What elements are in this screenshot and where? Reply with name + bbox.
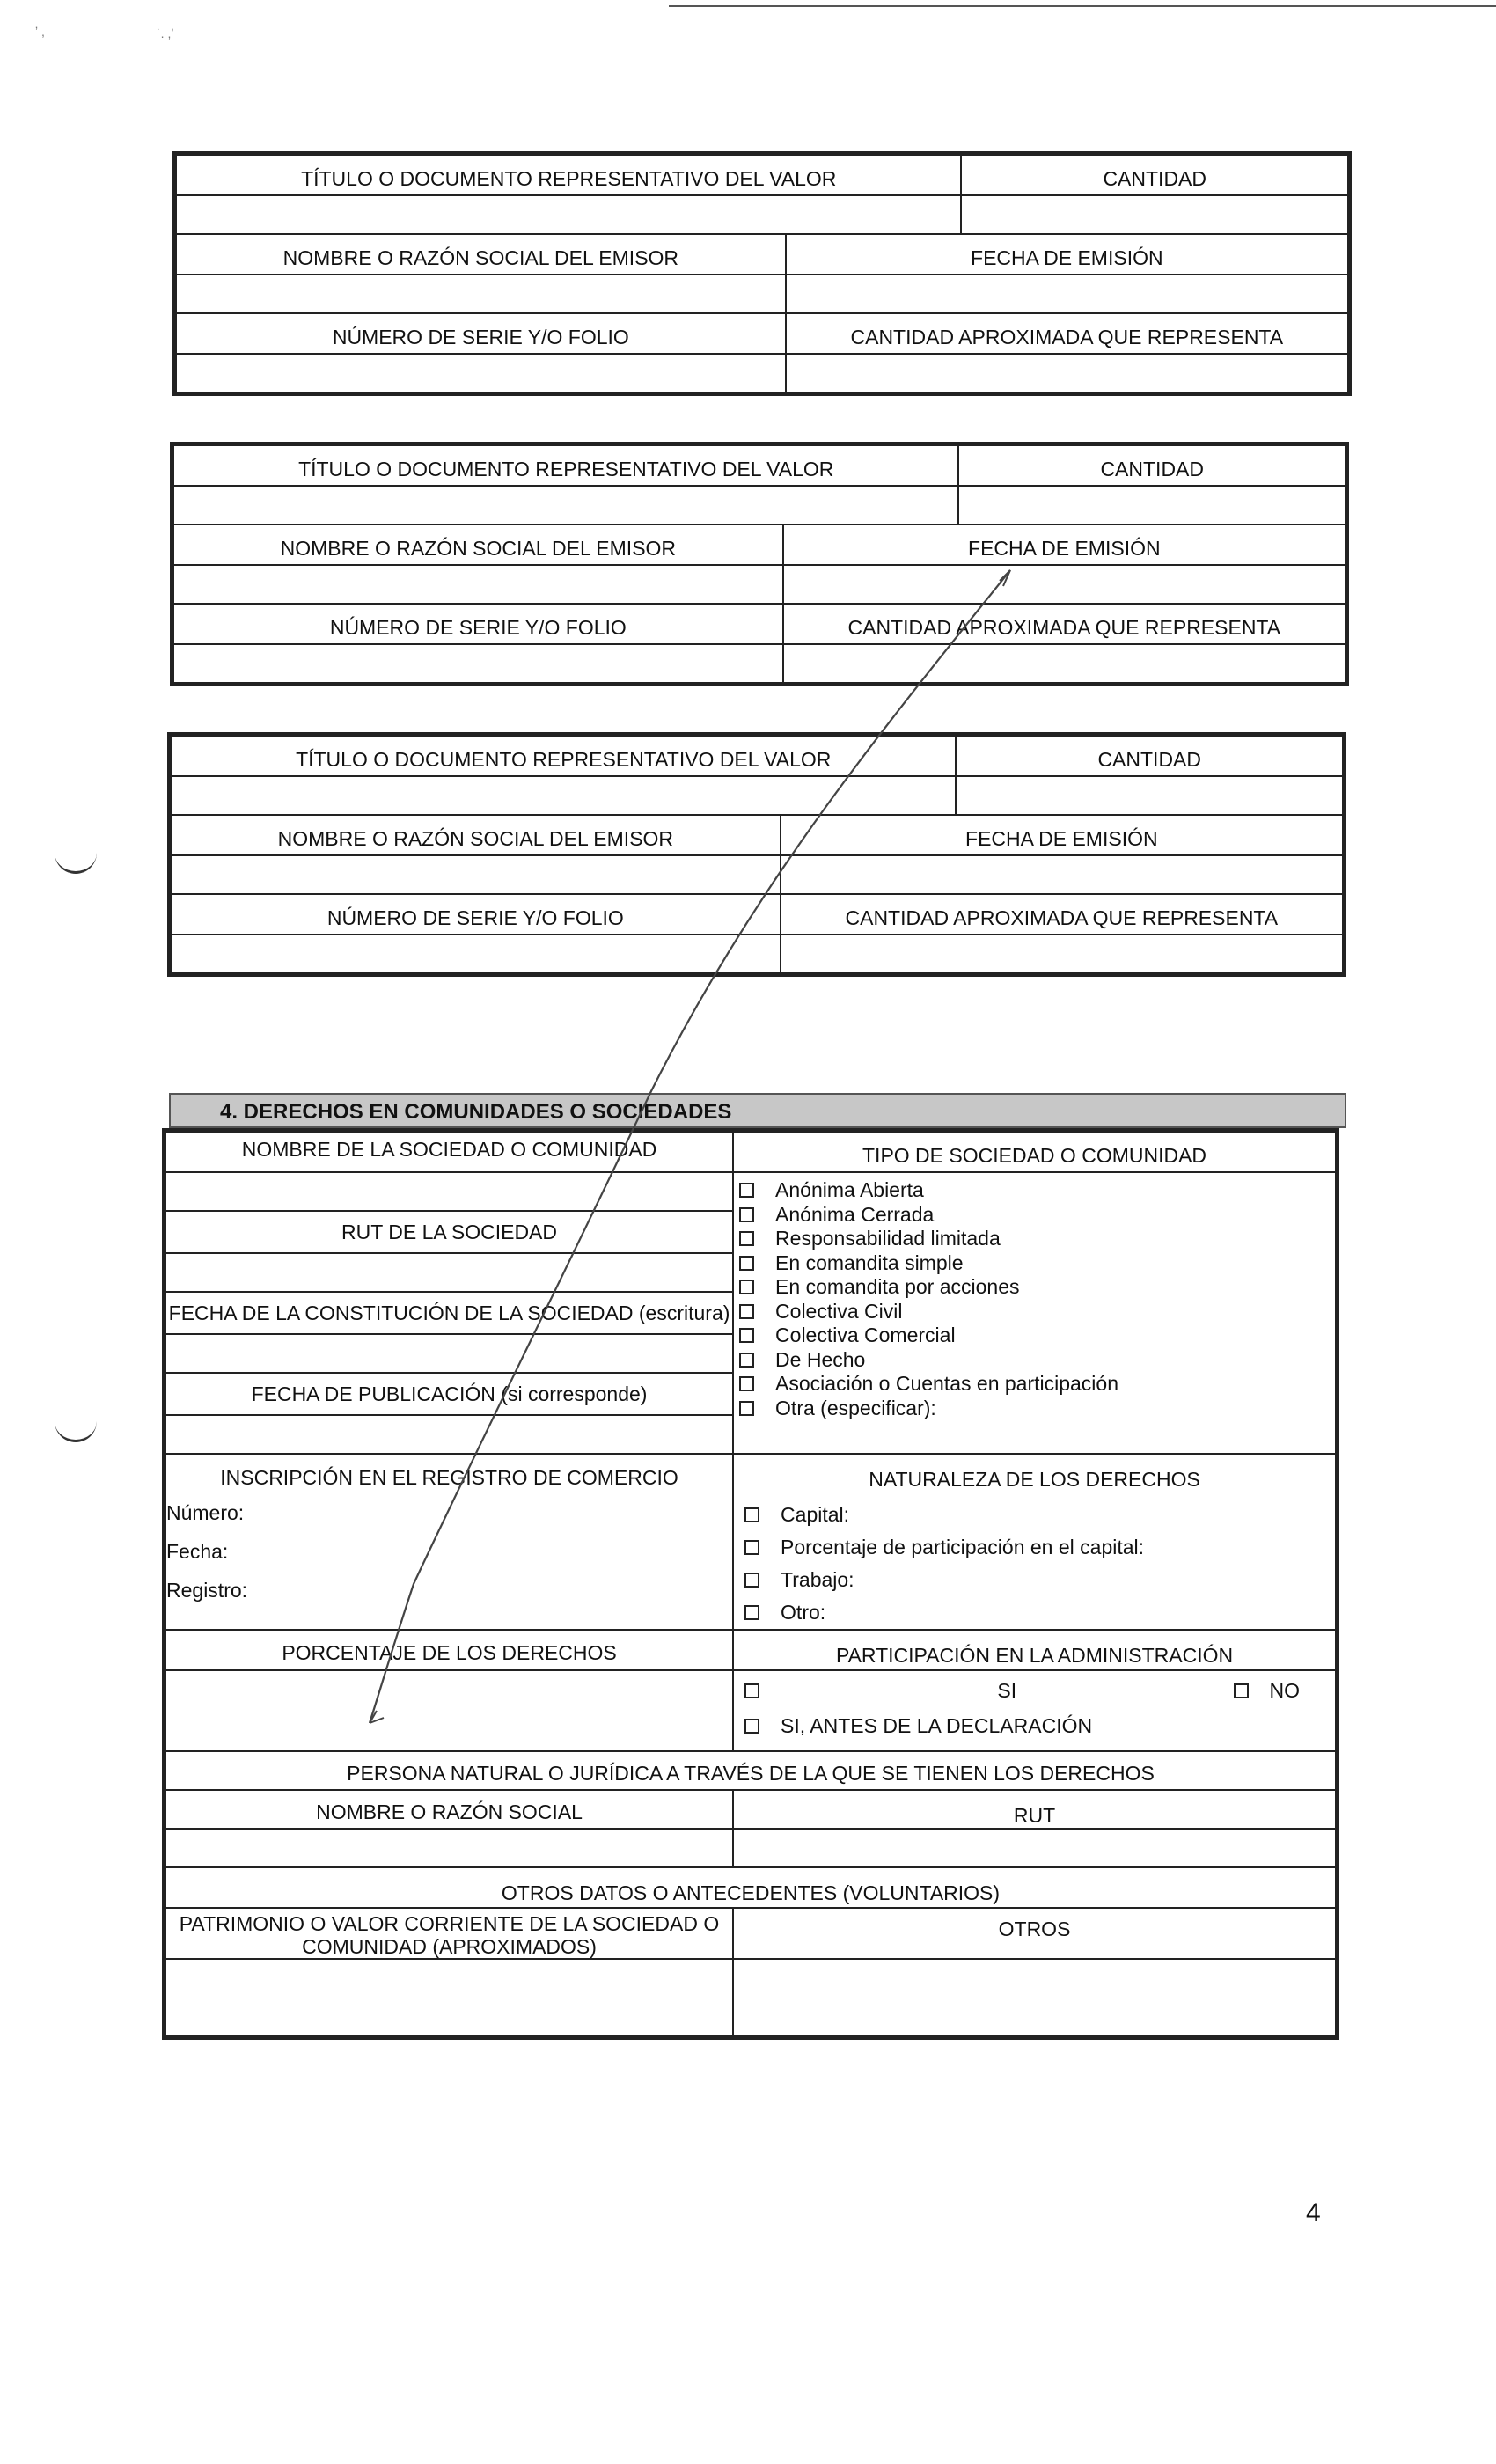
titulo-label: TÍTULO O DOCUMENTO REPRESENTATIVO DEL VALOR [176, 155, 961, 195]
emisor-label: NOMBRE O RAZÓN SOCIAL DEL EMISOR [173, 524, 783, 565]
naturaleza-label: NATURALEZA DE LOS DERECHOS [869, 1468, 1200, 1491]
fecha-emision-label: FECHA DE EMISIÓN [786, 234, 1348, 275]
scan-speck: ʼ , [35, 25, 45, 39]
emisor-label: NOMBRE O RAZÓN SOCIAL DEL EMISOR [171, 815, 781, 855]
persona-label: PERSONA NATURAL O JURÍDICA A TRAVÉS DE LA QUE SE TIENEN LOS DERECHOS [165, 1751, 1336, 1790]
emisor-label: NOMBRE O RAZÓN SOCIAL DEL EMISOR [176, 234, 786, 275]
otros-label: OTROS [733, 1908, 1336, 1959]
porcentaje-label: PORCENTAJE DE LOS DERECHOS [166, 1631, 732, 1671]
naturaleza-option-label: Otro: [781, 1601, 826, 1624]
serie-label: NÚMERO DE SERIE Y/O FOLIO [171, 894, 781, 935]
nombre-razon-label: NOMBRE O RAZÓN SOCIAL [165, 1790, 733, 1829]
cantidad-aprox-label: CANTIDAD APROXIMADA QUE REPRESENTA [786, 313, 1348, 354]
tipo-option-label: Colectiva Comercial [775, 1324, 956, 1347]
cantidad-label: CANTIDAD [956, 736, 1343, 776]
serie-label: NÚMERO DE SERIE Y/O FOLIO [173, 604, 783, 644]
page-number: 4 [1306, 2198, 1321, 2227]
numero-label: Número: [166, 1501, 245, 1524]
cantidad-label: CANTIDAD [961, 155, 1348, 195]
participacion-label: PARTICIPACIÓN EN LA ADMINISTRACIÓN [734, 1631, 1335, 1671]
naturaleza-option-label: Porcentaje de participación en el capital: [781, 1536, 1145, 1558]
rut-label: RUT [733, 1790, 1336, 1829]
nombre-sociedad-label: NOMBRE DE LA SOCIEDAD O COMUNIDAD [165, 1132, 733, 1172]
rut-sociedad-label: RUT DE LA SOCIEDAD [166, 1212, 732, 1254]
fecha-emision-label: FECHA DE EMISIÓN [783, 524, 1346, 565]
naturaleza-option-label: Trabajo: [781, 1568, 854, 1591]
tipo-sociedad-label: TIPO DE SOCIEDAD O COMUNIDAD [733, 1132, 1336, 1172]
tipo-option-label: En comandita por acciones [775, 1275, 1020, 1299]
fecha-publicacion-label: FECHA DE PUBLICACIÓN (si corresponde) [166, 1374, 732, 1416]
titulo-label: TÍTULO O DOCUMENTO REPRESENTATIVO DEL VALOR [173, 445, 958, 486]
tipo-option-label: Asociación o Cuentas en participación [775, 1372, 1119, 1396]
si-antes-option-label: SI, ANTES DE LA DECLARACIÓN [781, 1713, 1093, 1737]
otros-datos-label: OTROS DATOS O ANTECEDENTES (VOLUNTARIOS) [165, 1867, 1336, 1908]
tipo-option-label: En comandita simple [775, 1250, 964, 1274]
section-4-title: 4. DERECHOS EN COMUNIDADES O SOCIEDADES [169, 1093, 1346, 1128]
tipo-option-label: Anónima Abierta [775, 1178, 924, 1202]
tipo-option-label: Colectiva Civil [775, 1299, 903, 1323]
cantidad-aprox-label: CANTIDAD APROXIMADA QUE REPRESENTA [781, 894, 1343, 935]
tipo-option-label: Responsabilidad limitada [775, 1227, 1001, 1250]
serie-label: NÚMERO DE SERIE Y/O FOLIO [176, 313, 786, 354]
scan-speck: ˙. ,ʼ [157, 26, 174, 40]
tipo-option-label: Otra (especificar): [775, 1396, 936, 1419]
tipo-option-label: Anónima Cerrada [775, 1202, 935, 1226]
fecha-constitucion-label: FECHA DE LA CONSTITUCIÓN DE LA SOCIEDAD (escritura) [166, 1293, 732, 1335]
patrimonio-label: PATRIMONIO O VALOR CORRIENTE DE LA SOCIEDAD O COMUNIDAD (APROXIMADOS) [165, 1908, 733, 1959]
fecha-emision-label: FECHA DE EMISIÓN [781, 815, 1343, 855]
no-option-label: NO [1269, 1678, 1300, 1702]
si-option-label: SI [997, 1678, 1017, 1702]
fecha-label: Fecha: [166, 1540, 229, 1563]
cantidad-label: CANTIDAD [958, 445, 1346, 486]
cantidad-aprox-label: CANTIDAD APROXIMADA QUE REPRESENTA [783, 604, 1346, 644]
tipo-option-label: De Hecho [775, 1347, 866, 1371]
registro-label: Registro: [166, 1579, 248, 1602]
inscripcion-label: INSCRIPCIÓN EN EL REGISTRO DE COMERCIO [220, 1466, 678, 1489]
naturaleza-option-label: Capital: [781, 1503, 850, 1526]
titulo-label: TÍTULO O DOCUMENTO REPRESENTATIVO DEL VALOR [171, 736, 956, 776]
